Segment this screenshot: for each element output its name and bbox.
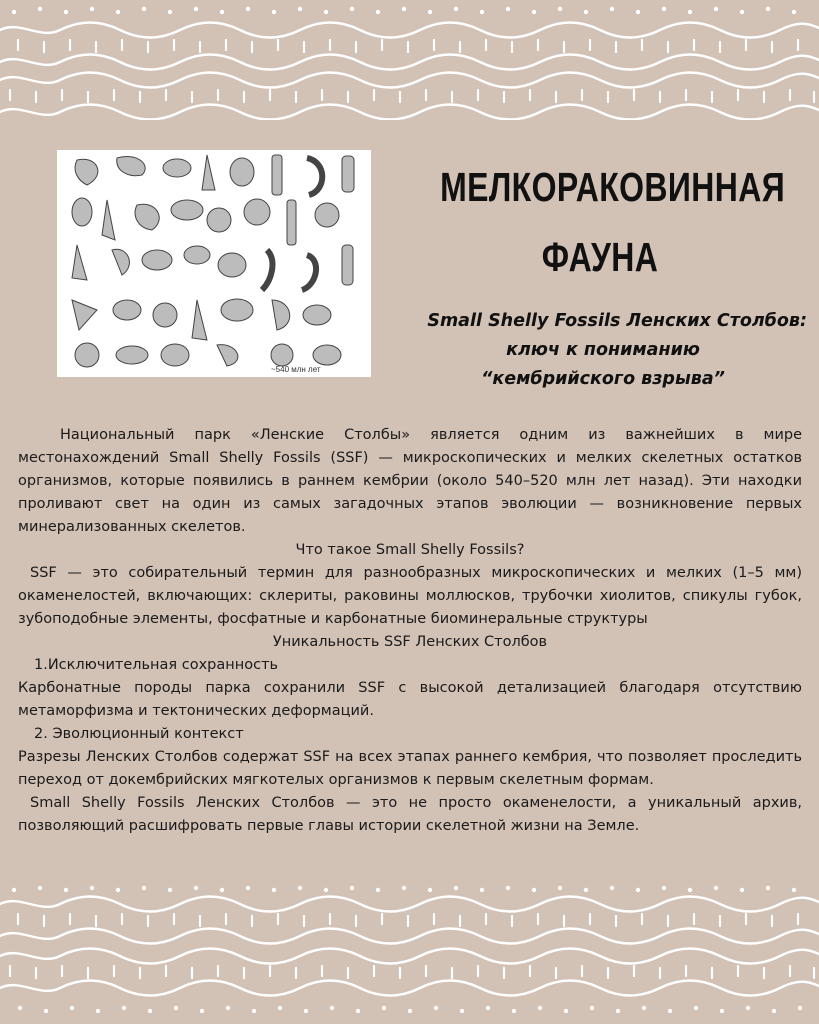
fossil-image-caption: ~540 млн лет: [271, 365, 321, 374]
intro-paragraph: Национальный парк «Ленские Столбы» является одним из важнейших в мире местонахождений Small Shelly Fossils (SSF) — микроскопических и мелких скелетных остатков организмов, которые появились в раннем кембрии (около 540–520 млн лет назад). Эти находки проливают свет на один из самых загадочных этапов эволюции — возникновение первых минерализованных скелетов.: [18, 427, 802, 535]
subtitle-line-2: ключ к пониманию: [506, 340, 700, 360]
fossil-illustration: [57, 150, 371, 377]
page-title-line-1: МЕЛКОРАКОВИННАЯ: [440, 164, 786, 210]
subtitle: [393, 307, 813, 394]
preservation-paragraph: Карбонатные породы парка сохранили SSF с высокой детализацией благодаря отсутствию метаморфизма и тектонических деформаций.: [18, 680, 802, 719]
subtitle-line-3: “кембрийского взрыва”: [481, 369, 725, 389]
page-title-line-2: ФАУНА: [541, 234, 659, 280]
list-item-evolution: 2. Эволюционный контекст: [34, 726, 244, 742]
evolution-paragraph: Разрезы Ленских Столбов содержат SSF на всех этапах раннего кембрия, что позволяет проследить переход от докембрийских мягкотелых организмов к первым скелетным формам.: [18, 749, 802, 788]
section-heading-what-is-ssf: Что такое Small Shelly Fossils?: [295, 542, 525, 558]
ornament-pattern-bottom: [0, 884, 819, 1024]
ssf-definition-paragraph: SSF — это собирательный термин для разнообразных микроскопических и мелких (1–5 мм) окаменелостей, включающих: склериты, раковины моллюсков, трубочки хиолитов, спикулы губок, зубоподобные элементы, фосфатные и карбонатные биоминеральные структуры: [18, 565, 802, 627]
list-item-preservation: 1.Исключительная сохранность: [34, 657, 279, 673]
section-heading-uniqueness: Уникальность SSF Ленских Столбов: [272, 634, 548, 650]
subtitle-line-1: Small Shelly Fossils Ленских Столбов:: [427, 311, 807, 331]
ornament-pattern-top: [0, 0, 819, 120]
article-body: [18, 424, 802, 838]
top-ornament-band: [0, 0, 819, 120]
bottom-ornament-band: [0, 884, 819, 1024]
fossils-drawing: [57, 150, 371, 377]
conclusion-paragraph: Small Shelly Fossils Ленских Столбов — это не просто окаменелости, а уникальный архив, позволяющий расшифровать первые главы истории скелетной жизни на Земле.: [18, 795, 802, 834]
